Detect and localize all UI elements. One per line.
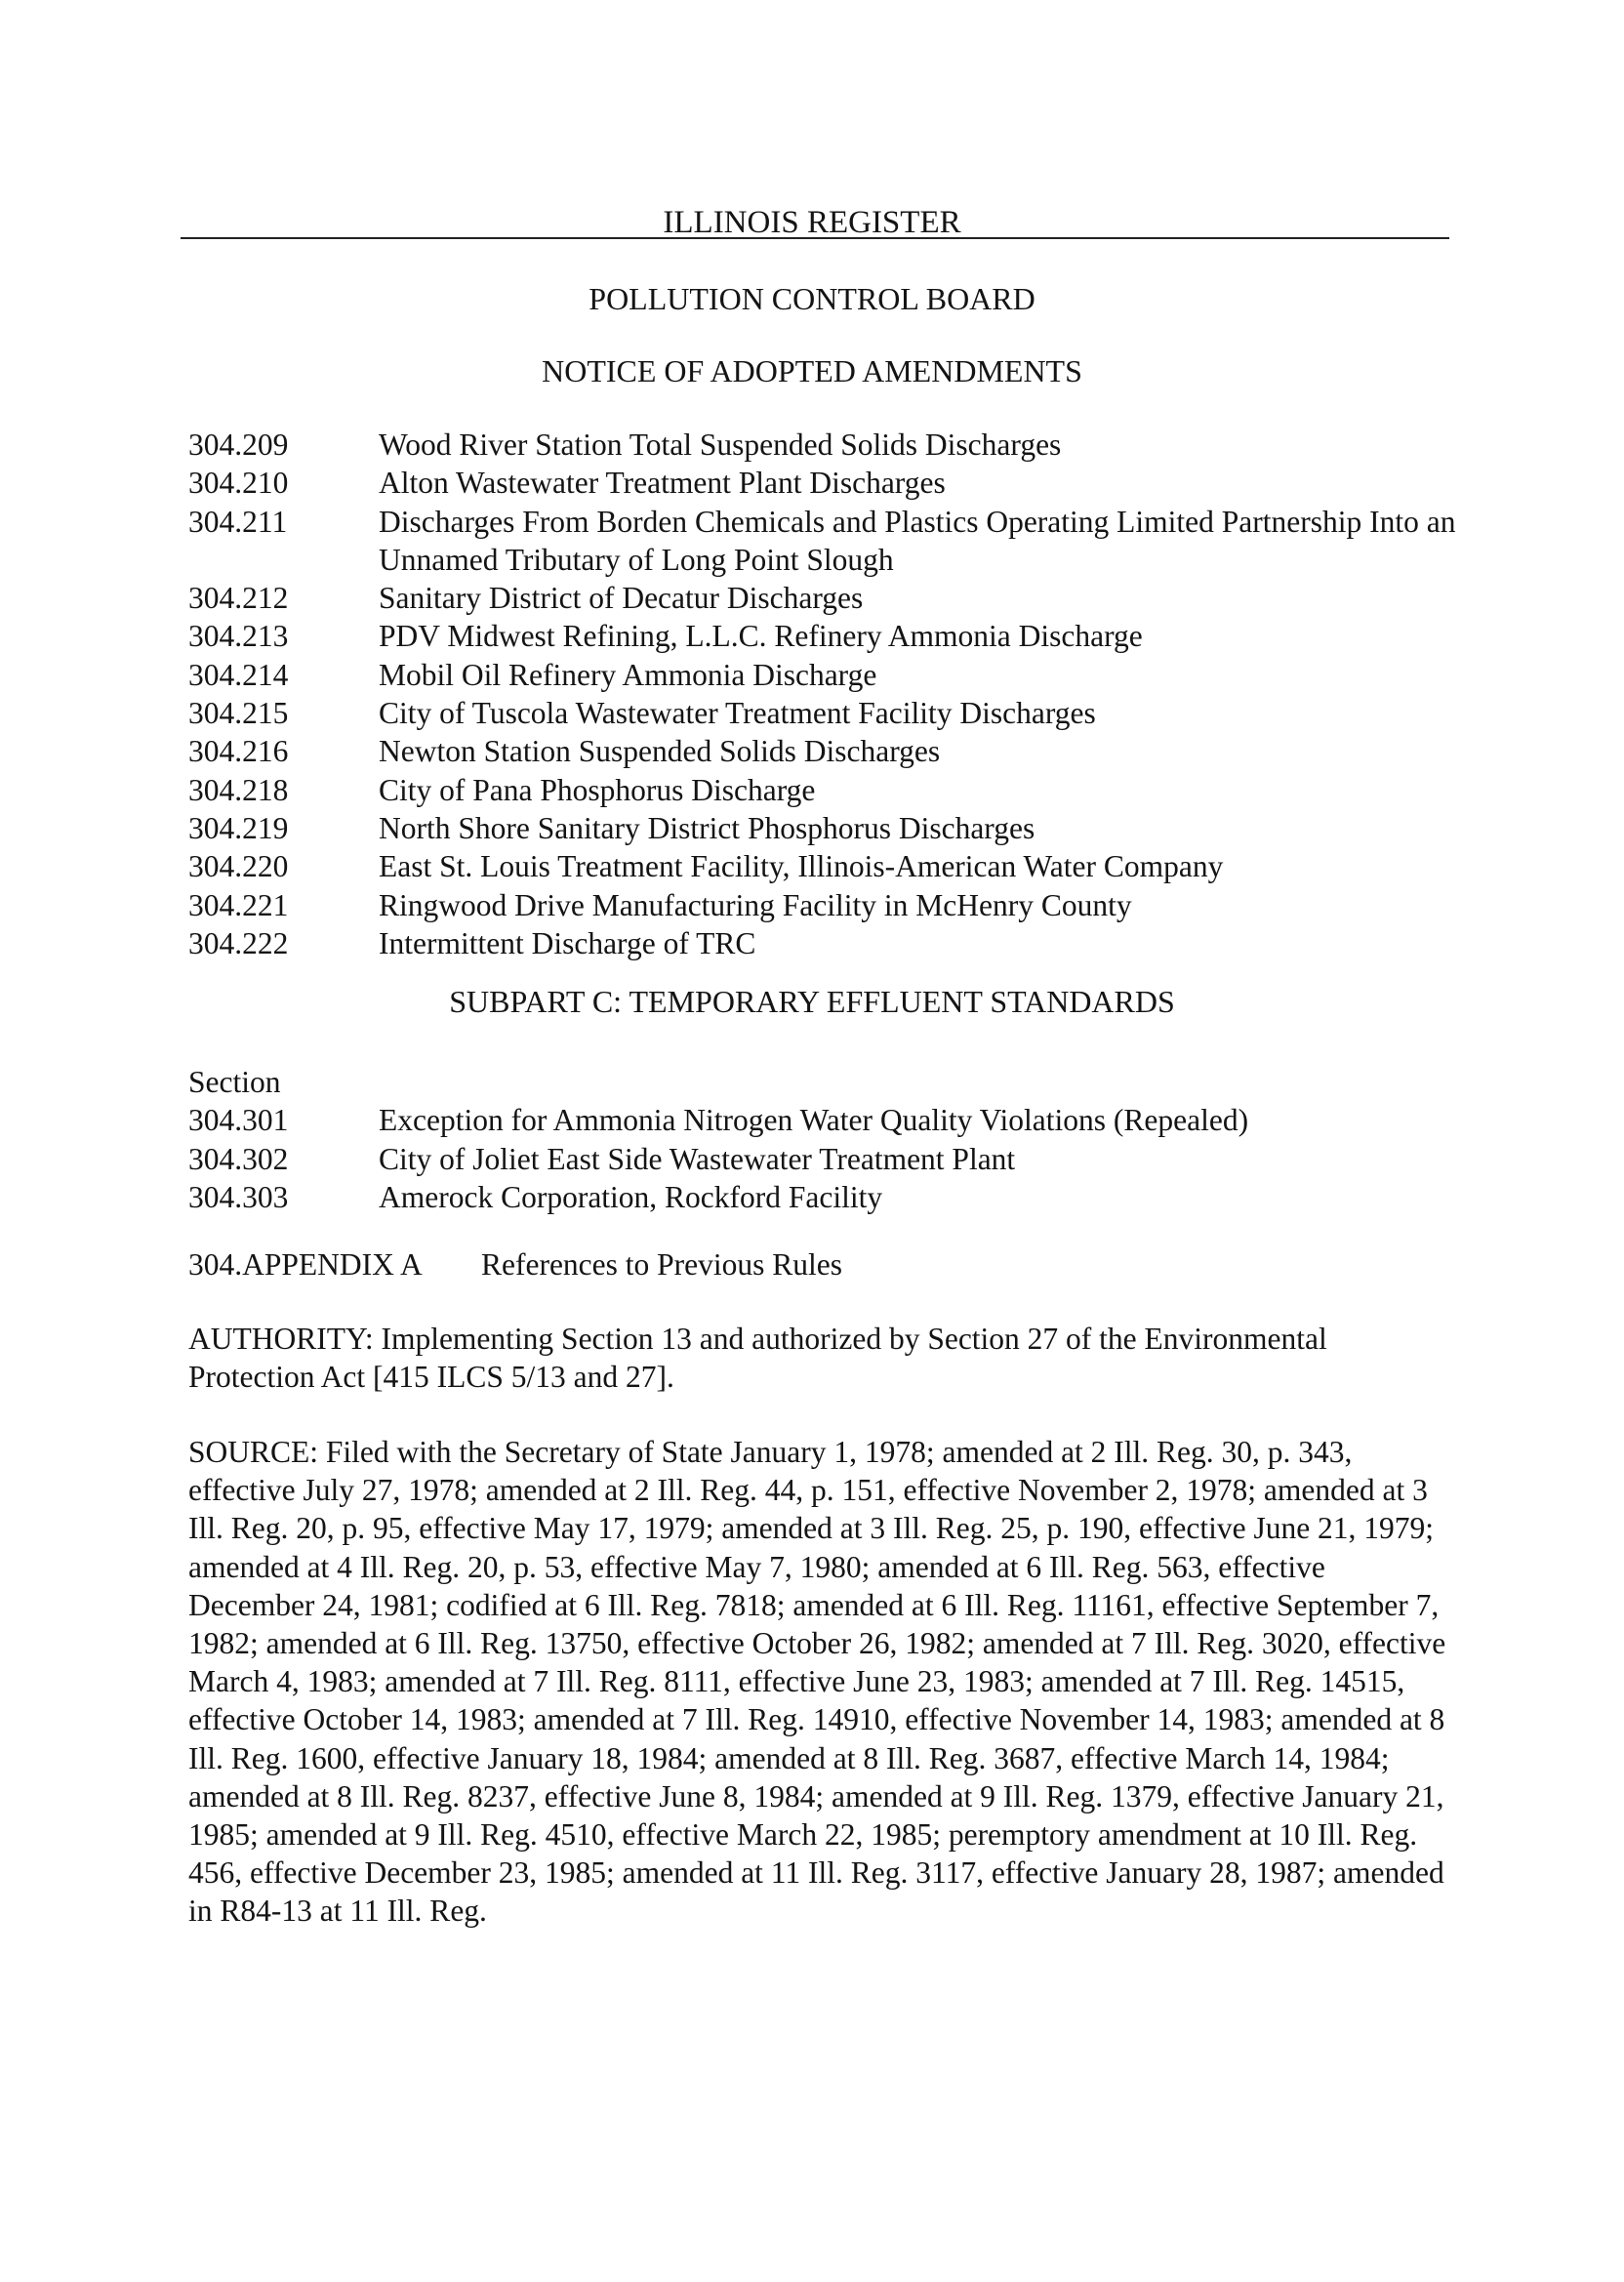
appendix-title: References to Previous Rules bbox=[481, 1247, 843, 1282]
section-title: Alton Wastewater Treatment Plant Discharges bbox=[379, 466, 946, 501]
section-title: City of Tuscola Wastewater Treatment Facility Discharges bbox=[379, 696, 1096, 731]
section-title: City of Joliet East Side Wastewater Treatment Plant bbox=[379, 1141, 1016, 1176]
section-title: Sanitary District of Decatur Discharges bbox=[379, 581, 864, 616]
section-list-item bbox=[188, 771, 1457, 809]
section-number: 304.218 bbox=[188, 772, 289, 807]
section-number: 304.302 bbox=[188, 1141, 289, 1176]
notice-heading: NOTICE OF ADOPTED AMENDMENTS bbox=[542, 353, 1082, 388]
section-title: North Shore Sanitary District Phosphorus Discharges bbox=[379, 810, 1035, 845]
section-list-item bbox=[188, 464, 1457, 502]
section-list-item bbox=[188, 847, 1457, 885]
section-title: City of Pana Phosphorus Discharge bbox=[379, 772, 816, 807]
section-list-item bbox=[188, 732, 1457, 770]
section-list-item bbox=[188, 1140, 1457, 1178]
section-number: 304.212 bbox=[188, 581, 289, 616]
section-title: PDV Midwest Refining, L.L.C. Refinery Ammonia Discharge bbox=[379, 619, 1143, 654]
section-number: 304.214 bbox=[188, 657, 289, 692]
section-title: Intermittent Discharge of TRC bbox=[379, 925, 756, 960]
section-number: 304.221 bbox=[188, 887, 289, 922]
section-column-label: Section bbox=[188, 1065, 281, 1099]
section-list-item bbox=[188, 579, 1457, 617]
source-paragraph: SOURCE: Filed with the Secretary of State January 1, 1978; amended at 2 Ill. Reg. 30, p. 343, effective July 27, 1978; amended at 2 Ill. Reg. 44, p. 151, effective November 2, 1978; amended at 3 Ill. Reg. 20, p. 95, effective May 17, 1979; amended at 3 Ill. Reg. 25, p. 190, effective June 21, 1979; amended at 4 Ill. Reg. 20, p. 53, effective May 7, 1980; amended at 6 Ill. Reg. 563, effective December 24, 1981; codified at 6 Ill. Reg. 7818; amended at 6 Ill. Reg. 11161, effective September 7, 1982; amended at 6 Ill. Reg. 13750, effective October 26, 1982; amended at 7 Ill. Reg. 3020, effective March 4, 1983; amended at 7 Ill. Reg. 8111, effective June 23, 1983; amended at 7 Ill. Reg. 14515, effective October 14, 1983; amended at 7 Ill. Reg. 14910, effective November 14, 1983; amended at 8 Ill. Reg. 1600, effective January 18, 1984; amended at 8 Ill. Reg. 3687, effective March 14, 1984; amended at 8 Ill. Reg. 8237, effective June 8, 1984; amended at 9 Ill. Reg. 1379, effective January 21, 1985; amended at 9 Ill. Reg. 4510, effective March 22, 1985; peremptory amendment at 10 Ill. Reg. 456, effective December 23, 1985; amended at 11 Ill. Reg. 3117, effective January 28, 1987; amended in R84-13 at 11 Ill. Reg. bbox=[188, 1435, 1446, 1929]
section-number: 304.213 bbox=[188, 619, 289, 654]
section-title: Mobil Oil Refinery Ammonia Discharge bbox=[379, 657, 877, 692]
section-number: 304.215 bbox=[188, 696, 289, 731]
section-list-item bbox=[188, 809, 1457, 847]
section-number: 304.209 bbox=[188, 428, 289, 462]
section-list-item bbox=[188, 1178, 1457, 1216]
section-list-item bbox=[188, 426, 1457, 464]
authority-paragraph: AUTHORITY: Implementing Section 13 and authorized by Section 27 of the Environmental Protection Act [415 ILCS 5/13 and 27]. bbox=[188, 1322, 1327, 1395]
section-title: Wood River Station Total Suspended Solids Discharges bbox=[379, 428, 1062, 462]
subpart-c-section-list bbox=[188, 1063, 1457, 1216]
section-number: 304.303 bbox=[188, 1179, 289, 1214]
section-number: 304.220 bbox=[188, 849, 289, 884]
section-number: 304.301 bbox=[188, 1103, 289, 1138]
section-list-item bbox=[188, 886, 1457, 924]
section-list-item bbox=[188, 924, 1457, 962]
section-number: 304.211 bbox=[188, 504, 288, 539]
section-title: Exception for Ammonia Nitrogen Water Quality Violations (Repealed) bbox=[379, 1103, 1249, 1138]
section-number: 304.222 bbox=[188, 925, 289, 960]
section-list-item bbox=[188, 617, 1457, 655]
appendix-number: 304.APPENDIX A bbox=[188, 1247, 423, 1282]
section-list-item bbox=[188, 1101, 1457, 1139]
subpart-b-section-list bbox=[188, 426, 1457, 962]
section-title: Discharges From Borden Chemicals and Plastics Operating Limited Partnership Into an Unnamed Tributary of Long Point Slough bbox=[379, 504, 1456, 577]
header-rule bbox=[181, 237, 1449, 239]
section-number: 304.210 bbox=[188, 466, 289, 501]
register-title: ILLINOIS REGISTER bbox=[663, 205, 961, 240]
section-title: Newton Station Suspended Solids Discharges bbox=[379, 734, 941, 769]
section-number: 304.216 bbox=[188, 734, 289, 769]
appendix-entry bbox=[188, 1245, 842, 1284]
section-title: Ringwood Drive Manufacturing Facility in McHenry County bbox=[379, 887, 1132, 922]
section-list-item bbox=[188, 503, 1457, 580]
section-title: East St. Louis Treatment Facility, Illinois-American Water Company bbox=[379, 849, 1224, 884]
section-list-item bbox=[188, 656, 1457, 694]
agency-heading: POLLUTION CONTROL BOARD bbox=[589, 281, 1035, 316]
section-column-label-row bbox=[188, 1063, 1457, 1101]
section-list-item bbox=[188, 694, 1457, 732]
section-number: 304.219 bbox=[188, 810, 289, 845]
subpart-c-heading: SUBPART C: TEMPORARY EFFLUENT STANDARDS bbox=[449, 984, 1175, 1019]
section-title: Amerock Corporation, Rockford Facility bbox=[379, 1179, 883, 1214]
